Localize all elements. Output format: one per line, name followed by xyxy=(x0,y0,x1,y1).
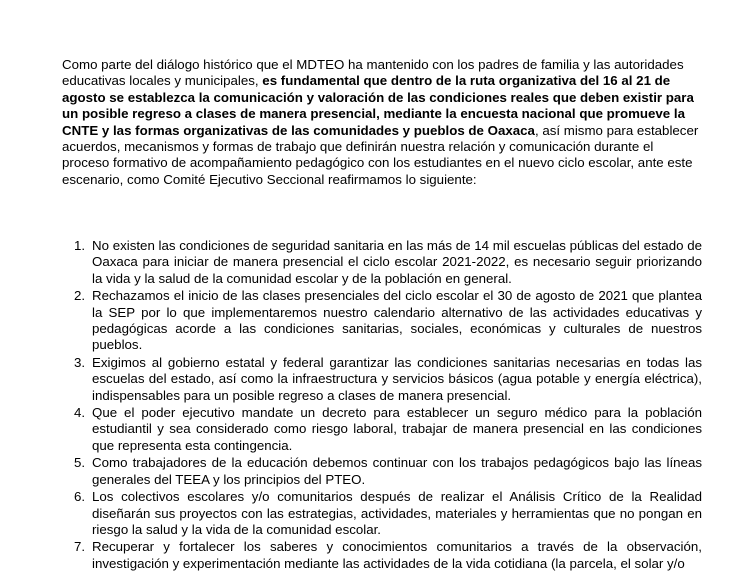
list-number: 6. xyxy=(74,489,86,505)
list-item-text: Recuperar y fortalecer los saberes y conocimientos comunitarios a través de la observación, investigación y experimentación mediante las actividades de la vida cotidiana (la parcela, el solar y/o xyxy=(92,539,702,571)
list-item-text: No existen las condiciones de seguridad sanitaria en las más de 14 mil escuelas públicas del estado de Oaxaca para iniciar de manera presencial el ciclo escolar 2021-2022, es necesario seguir priorizando la vida y la salud de la comunidad escolar y de la población en general. xyxy=(92,238,702,286)
intro-paragraph xyxy=(62,57,702,188)
list-item xyxy=(62,355,702,404)
list-number: 3. xyxy=(74,354,86,370)
list-number: 2. xyxy=(74,288,86,304)
numbered-list xyxy=(62,238,702,573)
list-item-text: Los colectivos escolares y/o comunitarios después de realizar el Análisis Crítico de la Realidad diseñarán sus proyectos con las estrategias, actividades, materiales y herramientas que no pongan en riesgo la salud y la vida de la comunidad escolar. xyxy=(92,489,702,537)
list-item xyxy=(62,455,702,488)
list-item-text: Rechazamos el inicio de las clases presenciales del ciclo escolar el 30 de agosto de 2021 que plantea la SEP por lo que implementaremos nuestro calendario alternativo de las actividades educativas y pedagógicas acorde a las condiciones sanitarias, sociales, económicas y culturales de nuestros pueblos. xyxy=(92,288,702,353)
list-item-text: Que el poder ejecutivo mandate un decreto para establecer un seguro médico para la población estudiantil y sea considerado como riesgo laboral, trabajar de manera presencial en las condiciones que representa esta contingencia. xyxy=(92,405,702,453)
list-item xyxy=(62,238,702,287)
list-item xyxy=(62,288,702,354)
list-number: 4. xyxy=(74,405,86,421)
list-item xyxy=(62,489,702,538)
intro-bold-text: es fundamental que dentro de la ruta organizativa del 16 al 21 de agosto se establezca la comunicación y valoración de las condiciones reales que deben existir para un posible regreso a clases de manera presencial, mediante la encuesta nacional que promueve la CNTE y las formas organizativas de las comunidades y pueblos de Oaxaca xyxy=(62,73,694,138)
list-number: 5. xyxy=(74,455,86,471)
list-item xyxy=(62,405,702,454)
intro-text-1: Como parte del diálogo histórico que el MDTEO ha mantenido con los padres de familia y las autoridades educativas locales y municipales, xyxy=(62,57,684,89)
intro-text-2: , así mismo para establecer acuerdos, mecanismos y formas de trabajo que definirán nuestra relación y comunicación durante el proceso formativo de acompañamiento pedagógico con los estudiantes en el nuevo ciclo escolar, ante este escenario, como Comité Ejecutivo Seccional reafirmamos lo siguiente: xyxy=(62,122,699,187)
list-number: 1. xyxy=(74,238,86,253)
list-item xyxy=(62,539,702,572)
list-item-text: Exigimos al gobierno estatal y federal garantizar las condiciones sanitarias necesarias en todas las escuelas del estado, así como la infraestructura y servicios básicos (agua potable y energía eléctrica), indispensables para un posible regreso a clases de manera presencial. xyxy=(92,354,702,403)
list-item-text: Como trabajadores de la educación debemos continuar con los trabajos pedagógicos bajo las líneas generales del TEEA y los principios del PTEO. xyxy=(92,455,702,487)
list-number: 7. xyxy=(74,539,86,555)
